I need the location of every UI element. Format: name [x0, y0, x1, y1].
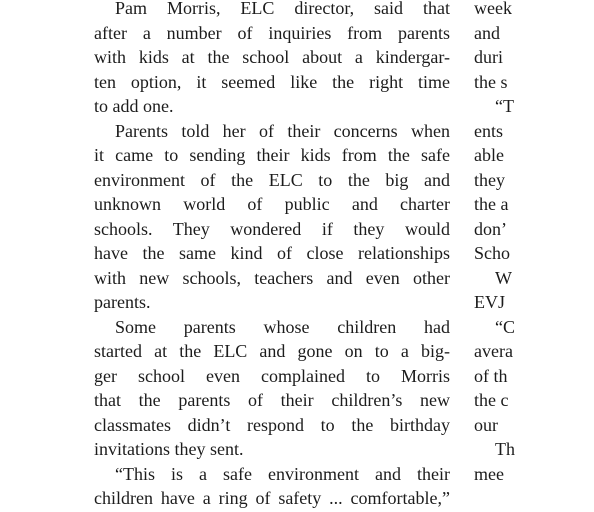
text-line: invitations they sent. — [94, 439, 244, 459]
text-line: started at the ELC and gone on to a big- — [94, 341, 450, 361]
text-line: the s — [474, 71, 508, 92]
text-line: classmates didn’t respond to the birthday — [94, 414, 450, 435]
text-line: the c — [474, 390, 509, 410]
text-line: mee — [474, 463, 504, 484]
text-line: “This is a safe environment and their — [115, 463, 450, 484]
text-line: our — [474, 414, 498, 435]
text-line: children have a ring of safety ... comfortable,” — [94, 488, 450, 508]
text-line: ents — [474, 120, 503, 141]
text-line — [474, 486, 594, 511]
article-column-main — [94, 0, 450, 511]
text-line: week — [474, 0, 512, 18]
text-line: ten option, it seemed like the right time — [94, 71, 450, 92]
text-line: and — [474, 22, 500, 43]
text-line: unknown world of public and charter — [94, 194, 450, 214]
text-line: with new schools, teachers and even other — [94, 267, 450, 288]
text-line: Scho — [474, 243, 510, 263]
text-line: avera — [474, 341, 513, 361]
text-line: able — [474, 145, 504, 165]
text-line: they — [474, 169, 505, 190]
text-line: “T — [495, 96, 514, 116]
text-line: environment of the ELC to the big and — [94, 169, 450, 190]
text-line: have the same kind of close relationships — [94, 243, 450, 263]
text-line: the a — [474, 194, 509, 214]
text-line: parents. — [94, 292, 151, 312]
text-line: Parents told her of their concerns when — [115, 120, 450, 141]
article-column-right — [474, 0, 594, 511]
text-line: don’ — [474, 218, 507, 239]
text-line: ger school even complained to Morris — [94, 365, 450, 386]
text-line: Some parents whose children had — [115, 316, 450, 337]
text-line: EVJ — [474, 292, 505, 312]
text-line: Pam Morris, ELC director, said that — [115, 0, 450, 18]
text-line: Th — [495, 439, 515, 459]
text-line: of th — [474, 365, 508, 386]
text-line: to add one. — [94, 96, 174, 116]
text-line: with kids at the school about a kindergar- — [94, 47, 450, 67]
text-line: “C — [495, 316, 515, 337]
text-line: that the parents of their children’s new — [94, 390, 450, 410]
text-line: W — [495, 267, 512, 288]
text-line: duri — [474, 47, 503, 67]
text-line: it came to sending their kids from the safe — [94, 145, 450, 165]
text-line: schools. They wondered if they would — [94, 218, 450, 239]
text-line: after a number of inquiries from parents — [94, 22, 450, 43]
